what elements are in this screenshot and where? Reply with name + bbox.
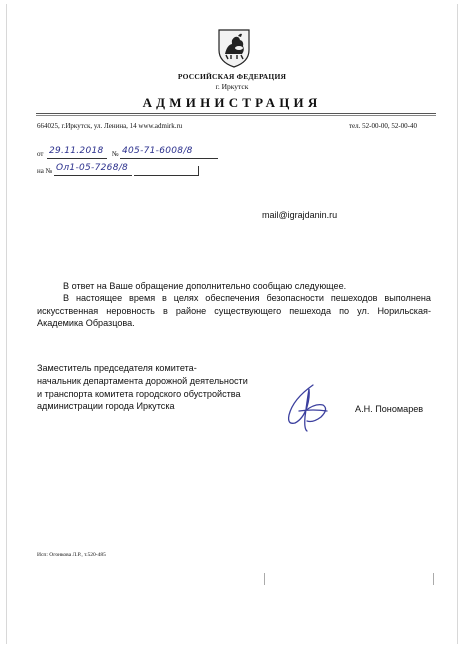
body-paragraph-1: В ответ на Ваше обращение дополнительно сообщаю следующее.	[63, 281, 347, 291]
city-name: г. Иркутск	[215, 82, 249, 91]
letterhead-divider-thin	[36, 115, 436, 116]
organization-title: АДМИНИСТРАЦИЯ	[142, 95, 322, 110]
recipient-email: mail@igrajdanin.ru	[262, 210, 338, 220]
organization-address: 664025, г.Иркутск, ул. Ленина, 14 www.admirk.ru	[37, 122, 183, 130]
date-line	[47, 158, 107, 159]
outgoing-number: 405-71-6008/8	[122, 146, 193, 156]
organization-phone: тел. 52-00-00, 52-00-40	[349, 122, 417, 130]
reply-line	[54, 175, 132, 176]
number-sign: №	[112, 150, 119, 158]
reply-date-field	[134, 166, 199, 176]
signer-position-line-2: начальник департамента дорожной деятельности	[37, 375, 248, 386]
executor-info: Исп: Огонкова Л.Р., т.520-485	[37, 552, 106, 558]
fold-mark-left	[264, 573, 265, 585]
signer-position	[37, 362, 248, 413]
handwritten-signature	[283, 381, 335, 435]
signer-position-line-3: и транспорта комитета городского обустройства	[37, 388, 241, 399]
number-line	[120, 158, 218, 159]
signer-position-line-4: администрации города Иркутска	[37, 401, 175, 412]
reply-number: Ол1-05-7268/8	[56, 163, 129, 173]
fold-mark-right	[433, 573, 434, 585]
country-name: РОССИЙСКАЯ ФЕДЕРАЦИЯ	[177, 72, 287, 81]
irkutsk-coat-of-arms-icon	[217, 28, 251, 68]
reply-prefix: на №	[37, 167, 53, 175]
body-paragraph-2: В настоящее время в целях обеспечения безопасности пешеходов выполнена искусственная неровность в районе существующего пешехода по ул. Норильская-Академика Образцова.	[37, 293, 431, 328]
signer-name: А.Н. Пономарев	[355, 404, 424, 414]
outgoing-date: 29.11.2018	[49, 146, 104, 156]
letterhead-divider	[36, 113, 436, 114]
signer-position-line-1: Заместитель председателя комитета-	[37, 363, 197, 373]
date-prefix: от	[37, 150, 44, 158]
